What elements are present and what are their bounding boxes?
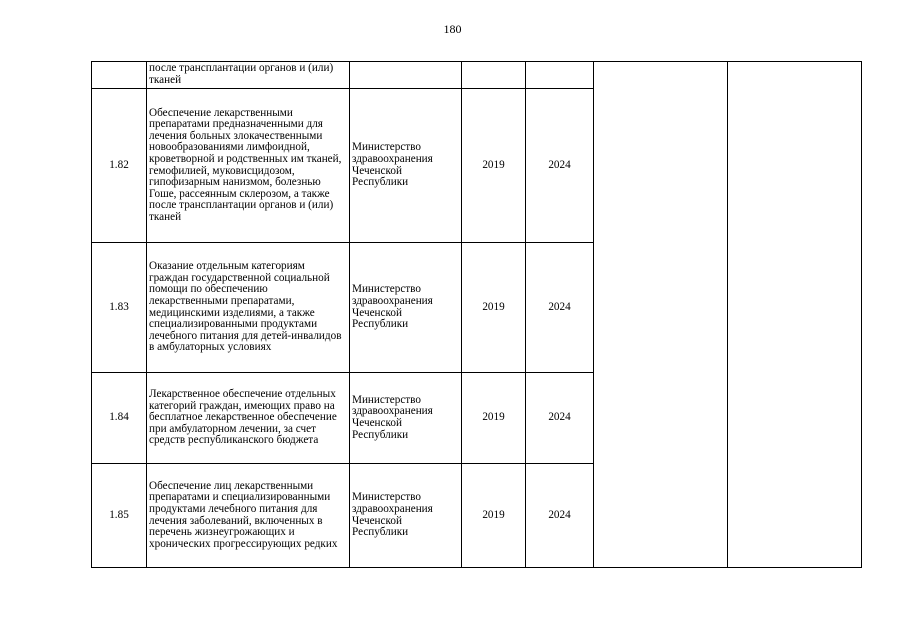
row-number-cell: 1.85 [92,464,147,568]
executor-cell [350,373,462,464]
end-year-cell: 2024 [526,464,594,568]
start-year-cell: 2019 [462,464,526,568]
measure-name: Лекарственное обеспечение отдельных категорий граждан, имеющих право на бесплатное лекарственное обеспечение при амбулаторном лечении, за счет средств республиканского бюджета [149,388,337,447]
row-number-cell: 1.83 [92,243,147,373]
row-number-cell: 1.82 [92,89,147,243]
row-number-cell: 1.84 [92,373,147,464]
row-number-cell [92,62,147,89]
start-year-cell: 2019 [462,243,526,373]
measure-name: Обеспечение лиц лекарственными препаратами и специализированными продуктами лечебного питания для лечения заболеваний, включенных в перечень жизнеугрожающих и хронических прогрессирующих редких [149,479,338,550]
empty-merged-cell [728,62,862,568]
end-year-cell: 2024 [526,373,594,464]
end-year-cell: 2024 [526,243,594,373]
start-year-cell: 2019 [462,89,526,243]
page-number: 180 [443,22,462,36]
executor-cell [350,464,462,568]
end-year-cell: 2024 [526,89,594,243]
executor-name: Министерство здравоохранения Чеченской Республики [352,283,433,331]
empty-merged-cell [594,62,728,568]
measure-name-cell [147,62,350,89]
executor-name: Министерство здравоохранения Чеченской Республики [352,141,433,189]
table-row [92,62,862,89]
executor-name: Министерство здравоохранения Чеченской Республики [352,491,433,539]
measure-name-cell [147,464,350,568]
measure-name-cell [147,243,350,373]
start-year-cell: 2019 [462,373,526,464]
start-year-cell [462,62,526,89]
measure-name: Обеспечение лекарственными препаратами предназначенными для лечения больных злокачественными новообразованиями лимфоидной, кроветворной и родственных им тканей, гемофилией, муковисцидозом, гипофизарным нанизмом, болезнью Гоше, рассеянным склерозом, а также после трансплантации органов и (или) тканей [149,106,342,223]
executor-name: Министерство здравоохранения Чеченской Республики [352,393,433,441]
measures-table [91,61,862,568]
measure-name-cell [147,89,350,243]
measure-name: Оказание отдельным категориям граждан государственной социальной помощи по обеспечению лекарственными препаратами, медицинскими изделиями, а также специализированными продуктами лечебного питания для детей-инвалидов в амбулаторных условиях [149,260,342,354]
measure-name: после трансплантации органов и (или) тканей [149,62,334,86]
executor-cell [350,89,462,243]
executor-cell [350,62,462,89]
measure-name-cell [147,373,350,464]
executor-cell [350,243,462,373]
end-year-cell [526,62,594,89]
